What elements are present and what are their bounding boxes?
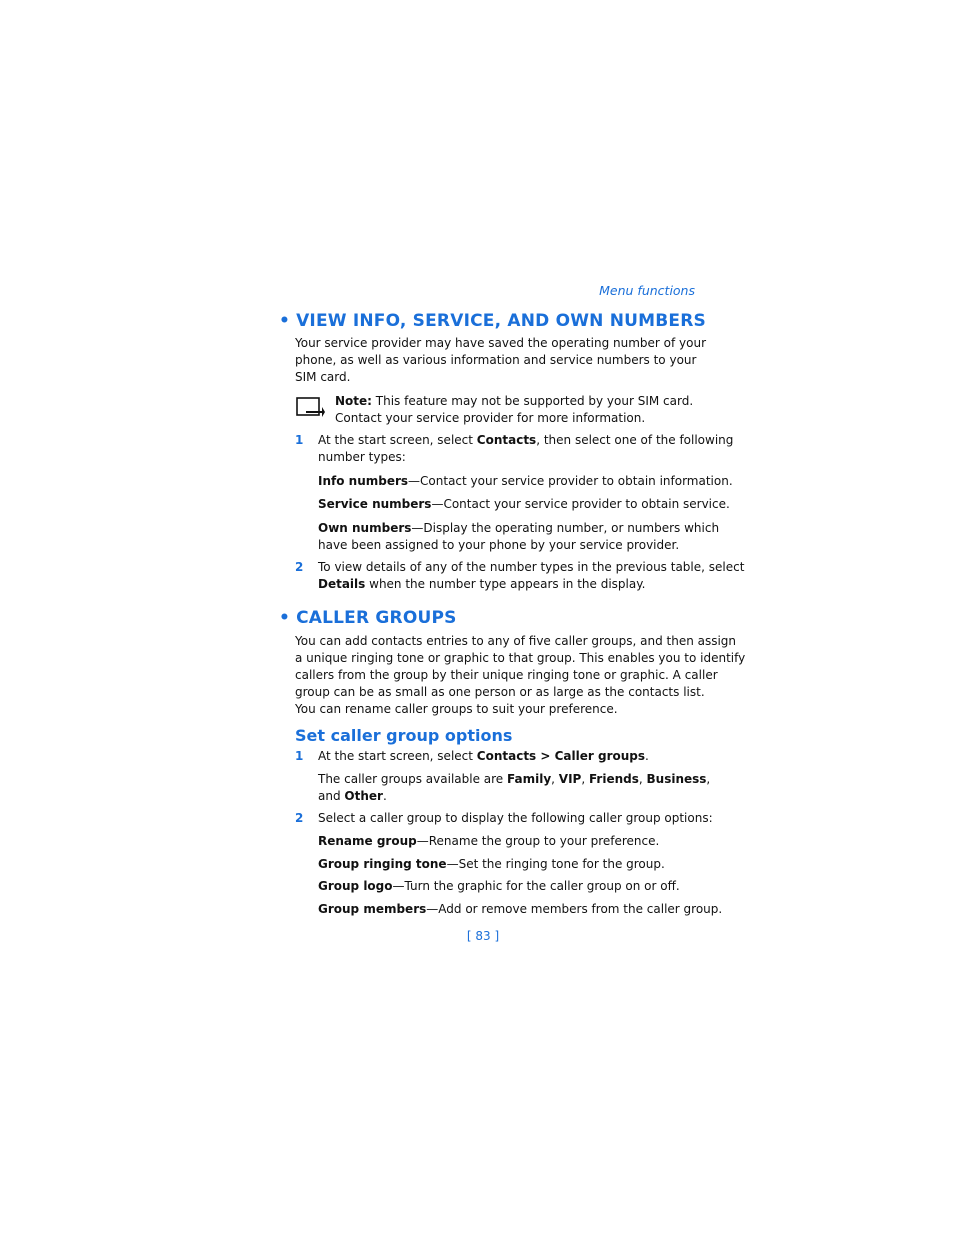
text: ,	[706, 772, 711, 786]
step-text: .	[645, 749, 649, 763]
text: ,	[581, 772, 589, 786]
option-desc: have been assigned to your phone by your service provider.	[318, 538, 680, 552]
note-text-line1: This feature may not be supported by your SIM card.	[371, 394, 694, 408]
option-desc: —Rename the group to your preference.	[416, 834, 660, 848]
option-info-numbers	[318, 473, 733, 490]
option-desc: —Display the operating number, or numbers which	[411, 521, 720, 535]
step2-text	[318, 559, 745, 593]
note	[335, 393, 693, 427]
option-desc: —Add or remove members from the caller group.	[426, 902, 723, 916]
intro-line: a unique ringing tone or graphic to that group. This enables you to identify	[295, 651, 746, 665]
group-business: Business	[646, 772, 707, 786]
section2-intro	[295, 633, 746, 718]
note-text-line2: Contact your service provider for more information.	[335, 411, 646, 425]
option-term: Service numbers	[318, 497, 432, 511]
menu-contacts: Contacts	[476, 433, 537, 447]
step-number: 2	[295, 560, 304, 574]
text: and	[318, 789, 345, 803]
intro-line: group can be as small as one person or as large as the contacts list.	[295, 685, 705, 699]
heading-text: CALLER GROUPS	[296, 608, 457, 628]
page-number: [ 83 ]	[466, 929, 500, 943]
caller-step2-text	[318, 810, 713, 827]
heading-bullet: •	[279, 608, 291, 628]
option-desc: —Contact your service provider to obtain information.	[408, 474, 733, 488]
menu-path: Contacts > Caller groups	[476, 749, 646, 763]
group-family: Family	[507, 772, 552, 786]
option-desc: —Turn the graphic for the caller group on or off.	[392, 879, 680, 893]
section-heading-caller-groups	[279, 608, 457, 628]
option-term: Own numbers	[318, 521, 412, 535]
note-icon	[296, 396, 326, 418]
step-text: At the start screen, select	[318, 749, 477, 763]
intro-line: You can rename caller groups to suit your preference.	[295, 702, 618, 716]
option-desc: —Contact your service provider to obtain service.	[431, 497, 730, 511]
step1-text	[318, 432, 734, 466]
text: The caller groups available are	[318, 772, 507, 786]
text: .	[382, 789, 387, 803]
step-text: number types:	[318, 450, 406, 464]
intro-line: SIM card.	[295, 370, 351, 384]
menu-details: Details	[318, 577, 366, 591]
option-term: Group logo	[318, 879, 393, 893]
running-head: Menu functions	[599, 283, 695, 298]
group-vip: VIP	[558, 772, 582, 786]
intro-line: Your service provider may have saved the operating number of your	[295, 336, 707, 350]
heading-bullet: •	[279, 311, 291, 331]
step-number: 2	[295, 811, 304, 825]
group-friends: Friends	[588, 772, 639, 786]
option-term: Group ringing tone	[318, 857, 447, 871]
subheading-set-caller-group-options: Set caller group options	[295, 726, 513, 745]
intro-line: callers from the group by their unique ringing tone or graphic. A caller	[295, 668, 718, 682]
option-term: Group members	[318, 902, 427, 916]
option-desc: —Set the ringing tone for the group.	[446, 857, 665, 871]
option-own-numbers	[318, 520, 720, 554]
intro-line: phone, as well as various information and service numbers to your	[295, 353, 697, 367]
section1-intro	[295, 335, 707, 386]
intro-line: You can add contacts entries to any of five caller groups, and then assign	[295, 634, 737, 648]
step-text: To view details of any of the number types in the previous table, select	[318, 560, 745, 574]
text: ,	[551, 772, 559, 786]
option-group-logo	[318, 878, 698, 895]
option-term: Info numbers	[318, 474, 409, 488]
option-service-numbers	[318, 496, 730, 513]
step-text: At the start screen, select	[318, 433, 477, 447]
step-text: , then select one of the following	[536, 433, 734, 447]
step-text: when the number type appears in the display.	[365, 577, 646, 591]
step-text: Select a caller group to display the following caller group options:	[318, 811, 713, 825]
step-number: 1	[295, 749, 304, 763]
section-heading-view-info	[279, 311, 706, 331]
caller-groups-available	[318, 771, 711, 805]
option-rename-group	[318, 833, 698, 850]
heading-text: VIEW INFO, SERVICE, AND OWN NUMBERS	[296, 311, 706, 331]
caller-step1-text	[318, 748, 698, 765]
option-term: Rename group	[318, 834, 417, 848]
note-label: Note:	[335, 394, 372, 408]
option-group-members	[318, 901, 723, 918]
option-group-ringing-tone	[318, 856, 698, 873]
group-other: Other	[344, 789, 383, 803]
step-number: 1	[295, 433, 304, 447]
text: ,	[638, 772, 647, 786]
